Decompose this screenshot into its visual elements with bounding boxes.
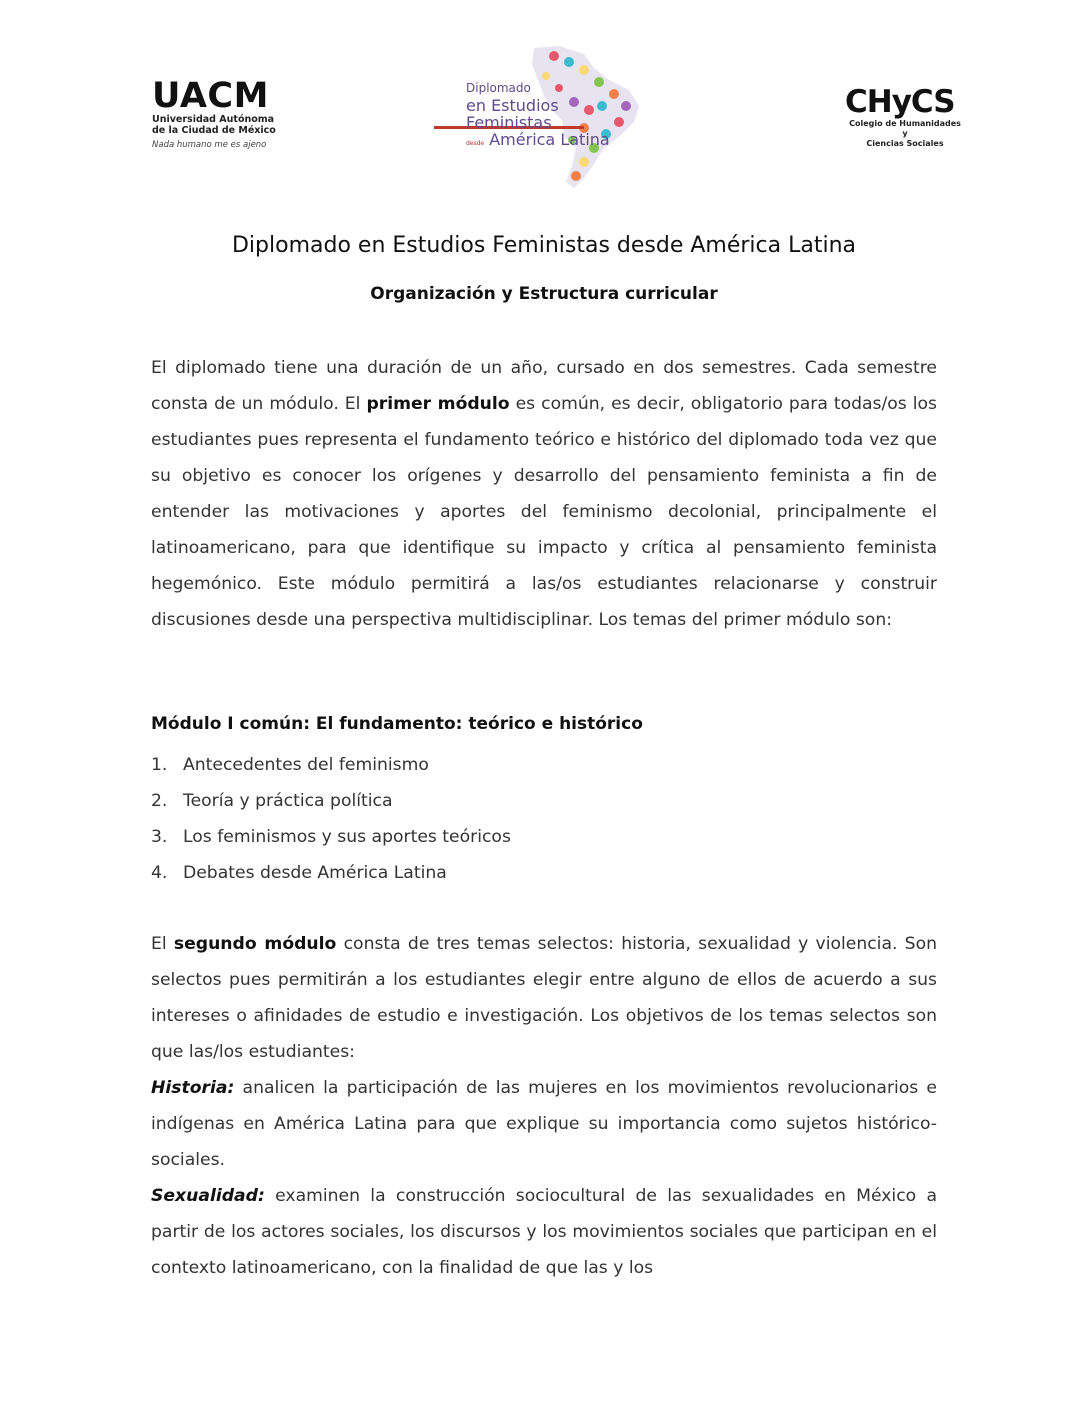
topic-text: Teoría y práctica política <box>183 791 393 811</box>
module2-section <box>151 926 937 1286</box>
chycs-logo <box>845 85 965 149</box>
chycs-line1: Colegio de Humanidades <box>849 119 961 128</box>
logo-line-america-latina <box>466 131 610 152</box>
logo-line-feministas: Feministas <box>466 113 552 132</box>
logo-line-desde: desde <box>466 140 485 147</box>
uacm-name-line2: de la Ciudad de México <box>152 125 276 136</box>
uacm-logo <box>152 78 282 150</box>
uacm-acronym: UACM <box>152 76 269 116</box>
module1-topic-list <box>151 747 511 891</box>
document-title: Diplomado en Estudios Feministas desde América Latina <box>231 233 857 258</box>
logo-line-en-estudios: en Estudios <box>466 96 559 115</box>
logo-line-america-latina-text: América Latina <box>489 130 610 149</box>
diplomado-logo-text <box>466 80 610 152</box>
historia-paragraph <box>151 1070 937 1178</box>
list-item <box>151 747 511 783</box>
sexualidad-paragraph <box>151 1178 937 1286</box>
diplomado-logo <box>434 40 654 190</box>
module2-bold-segundo-modulo: segundo módulo <box>173 934 337 954</box>
topic-text: Los feminismos y sus aportes teóricos <box>183 827 511 847</box>
list-item <box>151 819 511 855</box>
sexualidad-label: Sexualidad: <box>151 1186 265 1206</box>
topic-text: Antecedentes del feminismo <box>183 755 429 775</box>
chycs-line2: y <box>902 129 908 138</box>
module2-text-a: El <box>151 934 174 954</box>
intro-bold-primer-modulo: primer módulo <box>366 394 510 414</box>
chycs-line3: Ciencias Sociales <box>866 139 944 148</box>
topic-number: 2. <box>151 791 168 811</box>
historia-text: analicen la participación de las mujeres en los movimientos revolucionarios e indígenas en América Latina para que explique su importancia como sujetos histórico-sociales. <box>151 1078 937 1170</box>
logo-line-diplomado: Diplomado <box>466 81 531 95</box>
document-subtitle: Organización y Estructura curricular <box>370 284 718 304</box>
uacm-name-line1: Universidad Autónoma <box>152 114 275 125</box>
topic-number: 1. <box>151 755 168 775</box>
intro-text-a: El diplomado tiene una duración de un año, cursado en dos semestres. Cada semestre consta de un módulo. El <box>151 358 937 414</box>
sexualidad-text: examinen la construcción sociocultural de las sexualidades en México a partir de los actores sociales, los discursos y los movimientos sociales que participan en el contexto latinoamericano, con la finalidad de que las y los <box>151 1186 937 1278</box>
topic-number: 3. <box>151 827 168 847</box>
module2-intro-paragraph <box>151 926 937 1070</box>
chycs-acronym: CHyCS <box>845 84 955 120</box>
intro-paragraph <box>151 350 937 638</box>
module1-heading: Módulo I común: El fundamento: teórico e histórico <box>151 714 643 734</box>
list-item <box>151 855 511 891</box>
list-item <box>151 783 511 819</box>
topic-number: 4. <box>151 863 168 883</box>
module2-text-c: consta de tres temas selectos: historia, sexualidad y violencia. Son selectos pues permitirán a los estudiantes elegir entre alguno de ellos de acuerdo a sus intereses o afinidades de estudio e investigación. Los objetivos de los temas selectos son que las/los estudiantes: <box>151 934 937 1062</box>
historia-label: Historia: <box>151 1078 235 1098</box>
topic-text: Debates desde América Latina <box>183 863 447 883</box>
uacm-motto: Nada humano me es ajeno <box>152 140 267 150</box>
intro-text-c: es común, es decir, obligatorio para todas/os los estudiantes pues representa el fundamento teórico e histórico del diplomado toda vez que su objetivo es conocer los orígenes y desarrollo del pensamiento feminista a fin de entender las motivaciones y aportes del feminismo decolonial, principalmente el latinoamericano, para que identifique su impacto y crítica al pensamiento feminista hegemónico. Este módulo permitirá a las/os estudiantes relacionarse y construir discusiones desde una perspectiva multidisciplinar. Los temas del primer módulo son: <box>151 394 937 630</box>
